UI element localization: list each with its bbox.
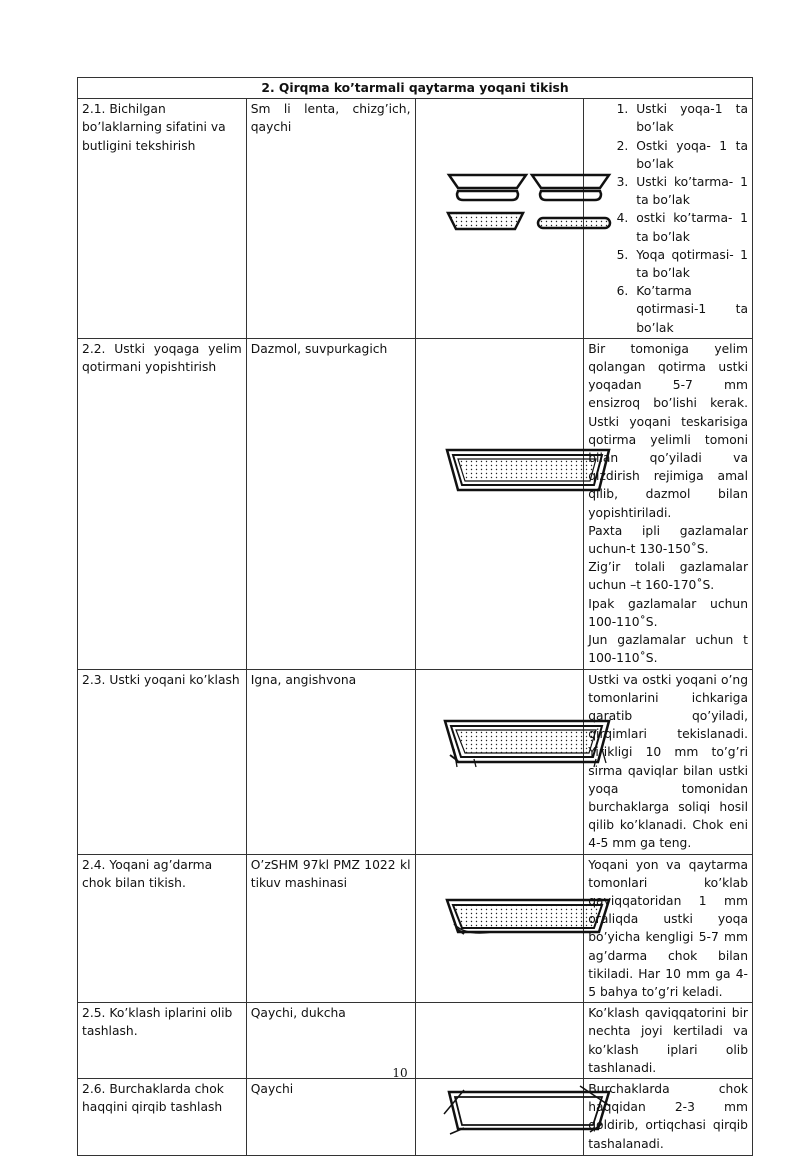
step-cell: 2.1. Bichilgan bo’laklarning sifatini va butligini tekshirish	[78, 99, 247, 339]
step-cell: 2.6. Burchaklarda chok haqqini qirqib tashlash	[78, 1078, 247, 1155]
tools-cell: Qaychi, dukcha	[246, 1003, 415, 1079]
table-header-row	[78, 78, 753, 99]
step-cell: 2.3. Ustki yoqani ko’klash	[78, 669, 247, 854]
description-cell: Ustki va ostki yoqani o’ng tomonlarini ichkariga qaratib qo’yiladi, qirqimlari tekislanadi. Yirikligi 10 mm to’g’ri sirma qaviqlar bilan ustki yoqa tomonidan burchaklarga soliqi hosil qilib ko’klanadi. Chok eni 4-5 mm ga teng.	[584, 669, 753, 854]
tools-cell: Dazmol, suvpurkagich	[246, 338, 415, 669]
page-number: 10	[392, 1066, 408, 1080]
list-item: 1. Ustki yoqa-1 ta bo’lak	[632, 100, 748, 136]
table-row	[78, 1078, 753, 1155]
collar-interlining-piece	[448, 213, 523, 229]
figure-cell	[415, 1078, 584, 1155]
list-item: 4. ostki ko’tarma- 1 ta bo’lak	[632, 209, 748, 245]
description-cell: Ko’klash qaviqqatorini bir nechta joyi kertiladi va ko’klash iplari olib tashlanadi.	[584, 1003, 753, 1079]
step-cell: 2.2. Ustki yoqaga yelim qotirmani yopishtirish	[78, 338, 247, 669]
description-cell: Burchaklarda chok haqqidan 2-3 mm qoldirib, ortiqchasi qirqib tashalanadi.	[584, 1078, 753, 1155]
tools-cell: Igna, angishvona	[246, 669, 415, 854]
tools-cell: Sm li lenta, chizg’ich, qaychi	[246, 99, 415, 339]
temperature-wool: Jun gazlamalar uchun t 100-110˚S.	[588, 633, 748, 666]
temperature-silk: Ipak gazlamalar uchun 100-110˚S.	[588, 596, 748, 629]
stand-interlining-piece	[538, 218, 610, 228]
section-title: 2. Qirqma ko’tarmali qaytarma yoqani tikish	[78, 78, 753, 99]
figure-cell	[415, 338, 584, 669]
description-cell: Yoqani yon va qaytarma tomonlari ko’klab qaviqqatoridan 1 mm oraliqda ustki yoqa bo’yicha kengligi 5-7 mm ag’darma chok bilan tikiladi. Har 10 mm ga 4-5 bahya to’g’ri keladi.	[584, 854, 753, 1003]
figure-cell	[415, 669, 584, 854]
figure-cell	[415, 854, 584, 1003]
temperature-linen: Zig’ir tolali gazlamalar uchun –t 160-170˚S.	[588, 560, 748, 593]
temperature-cotton: Paxta ipli gazlamalar uchun-t 130-150˚S.	[588, 523, 748, 557]
tools-cell: Qaychi	[246, 1078, 415, 1155]
table-row	[78, 854, 753, 1003]
upper-collar-piece	[449, 175, 526, 200]
table-row	[78, 669, 753, 854]
table-row	[78, 99, 753, 339]
step-cell: 2.5. Ko’klash iplarini olib tashlash.	[78, 1003, 247, 1079]
list-item: 6. Ko’tarma qotirmasi-1 ta bo’lak	[632, 282, 748, 337]
tools-cell: O’zSHM 97kl PMZ 1022 kl tikuv mashinasi	[246, 854, 415, 1003]
list-item: 5. Yoqa qotirmasi- 1 ta bo’lak	[632, 246, 748, 282]
parts-list-cell	[584, 99, 753, 339]
step-cell: 2.4. Yoqani ag’darma chok bilan tikish.	[78, 854, 247, 1003]
description-cell	[584, 338, 753, 669]
figure-cell	[415, 99, 584, 339]
parts-list	[588, 100, 748, 337]
description-text: Bir tomoniga yelim qolangan qotirma ustki yoqadan 5-7 mm ensizroq bo’lishi kerak. Ustki yoqani teskarisiga qotirma yelimli tomoni bilan qo’yiladi va qizdirish rejimiga amal qilib, dazmol bilan yopishtiriladi.	[588, 341, 748, 520]
process-table	[77, 77, 753, 1156]
table-row	[78, 338, 753, 669]
list-item: 3. Ustki ko’tarma- 1 ta bo’lak	[632, 173, 748, 209]
list-item: 2. Ostki yoqa- 1 ta bo’lak	[632, 137, 748, 173]
